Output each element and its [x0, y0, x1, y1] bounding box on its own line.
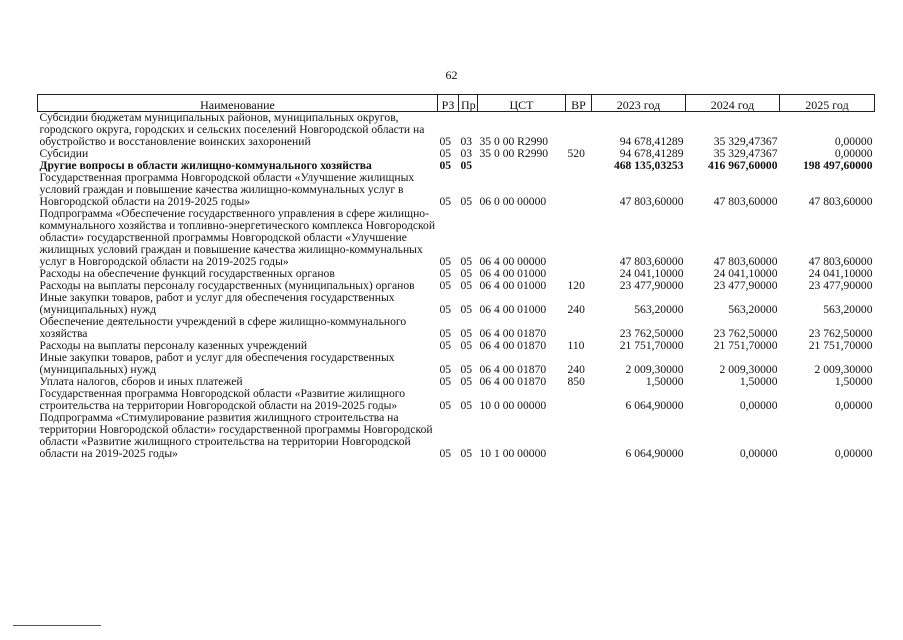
cell-cst: 06 0 00 00000 — [479, 195, 547, 208]
cell-2024: 1,50000 — [739, 375, 778, 388]
cell-2024: 416 967,60000 — [707, 159, 778, 172]
cell-rz: 05 — [439, 279, 452, 292]
cell-cst: 35 0 00 R2990 — [479, 135, 549, 148]
cell-2025: 2 009,30000 — [814, 363, 873, 376]
cell-rz: 05 — [439, 159, 452, 172]
cell-pr: 05 — [460, 399, 473, 412]
cell-2024: 47 803,60000 — [713, 255, 778, 268]
cell-vr: 520 — [567, 147, 585, 160]
table-row — [38, 316, 875, 340]
cell-pr: 05 — [460, 279, 473, 292]
cell-name: Уплата налогов, сборов и иных платежей — [39, 375, 243, 388]
cell-2025: 47 803,60000 — [808, 255, 873, 268]
cell-name: Расходы на выплаты персоналу казенных учреждений — [39, 339, 308, 352]
cell-2024: 23 762,50000 — [713, 327, 778, 340]
cell-name: Иные закупки товаров, работ и услуг для обеспечения государственных (муниципальных) нужд — [39, 351, 395, 376]
cell-2024: 2 009,30000 — [719, 363, 778, 376]
cell-rz: 05 — [439, 339, 452, 352]
cell-cst: 06 4 00 01000 — [479, 303, 547, 316]
cell-name: Обеспечение деятельности учреждений в сфере жилищно-коммунального хозяйства — [39, 315, 407, 340]
page-number: 62 — [445, 68, 458, 82]
cell-name: Расходы на обеспечение функций государственных органов — [39, 267, 335, 280]
cell-2024: 35 329,47367 — [713, 147, 778, 160]
cell-2024: 47 803,60000 — [713, 195, 778, 208]
table-row — [38, 208, 875, 268]
cell-2023: 94 678,41289 — [619, 135, 684, 148]
cell-rz: 05 — [439, 195, 452, 208]
cell-name: Субсидии бюджетам муниципальных районов, муниципальных округов, городского округа, городских и сельских поселений Новгородской области на обустройство и восстановление воинских захоронений — [39, 111, 425, 148]
cell-pr: 05 — [460, 447, 473, 460]
cell-vr — [566, 208, 592, 268]
cell-rz: 05 — [439, 399, 452, 412]
cell-name: Другие вопросы в области жилищно-коммунального хозяйства — [39, 159, 372, 172]
cell-2025: 1,50000 — [834, 375, 873, 388]
cell-2025: 23 477,90000 — [808, 279, 873, 292]
cell-vr: 120 — [567, 279, 585, 292]
cell-vr — [566, 412, 592, 460]
cell-2025: 24 041,10000 — [808, 267, 873, 280]
cell-vr — [566, 316, 592, 340]
cell-pr: 03 — [460, 135, 473, 148]
cell-cst: 06 4 00 01000 — [479, 267, 547, 280]
cell-pr: 05 — [460, 255, 473, 268]
cell-pr: 05 — [460, 195, 473, 208]
cell-rz: 05 — [439, 147, 452, 160]
table-row — [38, 412, 875, 460]
cell-name: Государственная программа Новгородской области «Улучшение жилищных условий граждан и повышение качества жилищно-коммунальных услуг в Новгородской области на 2019-2025 годы» — [39, 171, 415, 208]
cell-2025: 0,00000 — [834, 147, 873, 160]
cell-name: Подпрограмма «Обеспечение государственного управления в сфере жилищно-коммунального хозяйства и топливно-энергетического комплекса Новгородской области» государственной программы Новгородской области «Улучшение жилищных условий граждан и повышение качества жилищно-коммунальных услуг в Новгородской области на 2019-2025 годы» — [39, 207, 436, 268]
cell-rz: 05 — [439, 267, 452, 280]
cell-2024: 23 477,90000 — [713, 279, 778, 292]
cell-vr: 850 — [567, 375, 585, 388]
cell-cst — [478, 160, 566, 172]
footnote-rule — [13, 625, 101, 626]
cell-2023: 23 477,90000 — [619, 279, 684, 292]
cell-rz: 05 — [439, 327, 452, 340]
cell-pr: 05 — [460, 303, 473, 316]
cell-cst: 10 1 00 00000 — [479, 447, 547, 460]
cell-2023: 1,50000 — [645, 375, 684, 388]
header-vr: ВР — [566, 95, 592, 112]
table-body — [38, 112, 875, 461]
cell-vr: 240 — [567, 363, 585, 376]
cell-2025: 0,00000 — [834, 399, 873, 412]
cell-cst: 06 4 00 01870 — [479, 339, 547, 352]
cell-vr — [566, 388, 592, 412]
header-2023: 2023 год — [592, 95, 686, 112]
cell-2025: 21 751,70000 — [808, 339, 873, 352]
header-2024: 2024 год — [686, 95, 780, 112]
header-name: Наименование — [38, 95, 438, 112]
header-cst: ЦСТ — [478, 95, 566, 112]
cell-2024: 563,20000 — [728, 303, 778, 316]
cell-name: Субсидии — [39, 147, 89, 160]
table-row — [38, 352, 875, 376]
table-row — [38, 112, 875, 149]
table-row — [38, 292, 875, 316]
cell-2023: 563,20000 — [634, 303, 684, 316]
header-2025: 2025 год — [780, 95, 875, 112]
budget-table — [37, 94, 875, 460]
cell-vr: 240 — [567, 303, 585, 316]
cell-2024: 24 041,10000 — [713, 267, 778, 280]
table-row — [38, 172, 875, 208]
cell-rz: 05 — [439, 375, 452, 388]
cell-2023: 94 678,41289 — [619, 147, 684, 160]
cell-cst: 06 4 00 01870 — [479, 363, 547, 376]
cell-rz: 05 — [439, 447, 452, 460]
cell-vr: 110 — [567, 339, 585, 352]
cell-pr: 05 — [460, 267, 473, 280]
cell-2023: 2 009,30000 — [625, 363, 684, 376]
cell-cst: 06 4 00 01000 — [479, 279, 547, 292]
cell-rz: 05 — [439, 135, 452, 148]
cell-cst: 06 4 00 00000 — [479, 255, 547, 268]
cell-cst: 10 0 00 00000 — [479, 399, 547, 412]
header-rz: РЗ — [438, 95, 459, 112]
cell-2023: 23 762,50000 — [619, 327, 684, 340]
cell-2023: 24 041,10000 — [619, 267, 684, 280]
cell-name: Расходы на выплаты персоналу государственных (муниципальных) органов — [39, 279, 415, 292]
cell-2025: 23 762,50000 — [808, 327, 873, 340]
cell-2025: 198 497,60000 — [802, 159, 873, 172]
cell-2023: 47 803,60000 — [619, 195, 684, 208]
cell-rz: 05 — [439, 303, 452, 316]
cell-pr: 05 — [460, 363, 473, 376]
cell-cst: 06 4 00 01870 — [479, 327, 547, 340]
cell-pr: 03 — [460, 147, 473, 160]
cell-rz: 05 — [439, 255, 452, 268]
cell-2023: 47 803,60000 — [619, 255, 684, 268]
cell-cst: 06 4 00 01870 — [479, 375, 547, 388]
cell-2023: 6 064,90000 — [625, 447, 684, 460]
cell-cst: 35 0 00 R2990 — [479, 147, 549, 160]
cell-2023: 468 135,03253 — [613, 159, 684, 172]
cell-pr: 05 — [460, 375, 473, 388]
cell-2024: 0,00000 — [739, 447, 778, 460]
cell-2024: 21 751,70000 — [713, 339, 778, 352]
cell-vr — [566, 160, 592, 172]
table-header-row — [38, 95, 875, 112]
cell-pr: 05 — [460, 327, 473, 340]
header-pr: Пр — [459, 95, 478, 112]
cell-name: Подпрограмма «Стимулирование развития жилищного строительства на территории Новгородской области» государственной программы Новгородской области «Развитие жилищного строительства на территории Новгородской области на 2019-2025 годы» — [39, 411, 433, 460]
cell-2025: 0,00000 — [834, 447, 873, 460]
cell-2023: 6 064,90000 — [625, 399, 684, 412]
cell-2025: 563,20000 — [823, 303, 873, 316]
cell-name: Иные закупки товаров, работ и услуг для обеспечения государственных (муниципальных) нужд — [39, 291, 395, 316]
cell-2025: 47 803,60000 — [808, 195, 873, 208]
cell-rz: 05 — [439, 363, 452, 376]
cell-2024: 0,00000 — [739, 399, 778, 412]
cell-pr: 05 — [460, 339, 473, 352]
cell-vr — [566, 112, 592, 149]
cell-2025: 0,00000 — [834, 135, 873, 148]
cell-vr — [566, 172, 592, 208]
cell-name: Государственная программа Новгородской области «Развитие жилищного строительства на территории Новгородской области на 2019-2025 годы» — [39, 387, 406, 412]
cell-2024: 35 329,47367 — [713, 135, 778, 148]
table-row — [38, 388, 875, 412]
cell-2023: 21 751,70000 — [619, 339, 684, 352]
cell-pr: 05 — [460, 159, 473, 172]
